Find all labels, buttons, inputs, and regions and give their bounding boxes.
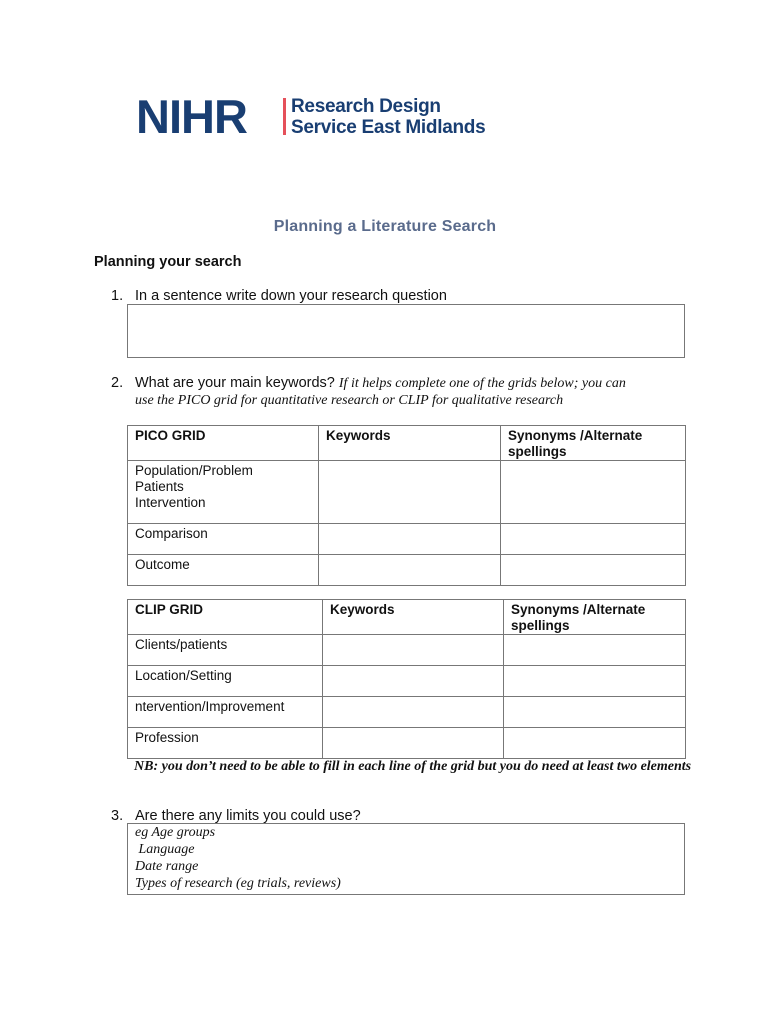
table-row bbox=[128, 555, 686, 586]
question-1-number: 1. bbox=[111, 288, 124, 304]
pico-row-label: Comparison bbox=[128, 524, 319, 555]
limit-example: Language bbox=[135, 842, 195, 857]
logo-mark: NIHR bbox=[136, 90, 247, 143]
logo-divider bbox=[283, 98, 286, 135]
clip-synonyms-cell[interactable] bbox=[504, 635, 686, 666]
question-1-text: In a sentence write down your research question bbox=[135, 288, 447, 304]
logo-line-1: Research Design bbox=[291, 96, 441, 117]
pico-header-synonyms: Synonyms /Alternate spellings bbox=[501, 426, 686, 461]
limits-field[interactable] bbox=[127, 823, 685, 895]
pico-header-grid: PICO GRID bbox=[128, 426, 319, 461]
logo-subtitle bbox=[291, 96, 485, 138]
question-2-hint-line-2: use the PICO grid for quantitative research or CLIP for qualitative research bbox=[135, 393, 564, 408]
question-3-text: Are there any limits you could use? bbox=[135, 808, 361, 824]
question-2-text: What are your main keywords? bbox=[135, 375, 335, 391]
question-1 bbox=[111, 288, 447, 304]
limit-example: eg Age groups bbox=[135, 825, 216, 840]
question-3 bbox=[111, 808, 361, 824]
pico-synonyms-cell[interactable] bbox=[501, 461, 686, 524]
pico-synonyms-cell[interactable] bbox=[501, 555, 686, 586]
page-title: Planning a Literature Search bbox=[273, 218, 497, 235]
table-row bbox=[128, 635, 686, 666]
pico-row-label: Outcome bbox=[128, 555, 319, 586]
clip-header-keywords: Keywords bbox=[323, 600, 504, 635]
clip-keywords-cell[interactable] bbox=[323, 728, 504, 759]
question-3-number: 3. bbox=[111, 808, 124, 824]
clip-keywords-cell[interactable] bbox=[323, 635, 504, 666]
question-2-hint-line-1: If it helps complete one of the grids below; you can bbox=[338, 376, 626, 391]
table-row bbox=[128, 524, 686, 555]
clip-header-synonyms: Synonyms /Alternate spellings bbox=[504, 600, 686, 635]
clip-synonyms-cell[interactable] bbox=[504, 697, 686, 728]
table-row bbox=[128, 666, 686, 697]
clip-grid bbox=[127, 599, 686, 759]
pico-grid bbox=[127, 425, 686, 586]
clip-row-label: ntervention/Improvement bbox=[128, 697, 323, 728]
limit-example: Types of research (eg trials, reviews) bbox=[135, 876, 341, 891]
table-row bbox=[128, 697, 686, 728]
table-row bbox=[128, 728, 686, 759]
research-question-field[interactable] bbox=[127, 304, 685, 358]
clip-keywords-cell[interactable] bbox=[323, 666, 504, 697]
question-2 bbox=[111, 375, 626, 392]
clip-keywords-cell[interactable] bbox=[323, 697, 504, 728]
question-2-number: 2. bbox=[111, 375, 124, 391]
pico-header-keywords: Keywords bbox=[319, 426, 501, 461]
clip-row-label: Profession bbox=[128, 728, 323, 759]
pico-synonyms-cell[interactable] bbox=[501, 524, 686, 555]
clip-row-label: Location/Setting bbox=[128, 666, 323, 697]
clip-header-row bbox=[128, 600, 686, 635]
pico-keywords-cell[interactable] bbox=[319, 461, 501, 524]
section-heading: Planning your search bbox=[94, 254, 242, 270]
clip-row-label: Clients/patients bbox=[128, 635, 323, 666]
logo-line-2: Service East Midlands bbox=[291, 117, 486, 138]
grid-note: NB: you don’t need to be able to fill in each line of the grid but you do need at least two elements bbox=[134, 759, 692, 774]
clip-header-grid: CLIP GRID bbox=[128, 600, 323, 635]
pico-keywords-cell[interactable] bbox=[319, 524, 501, 555]
pico-header-row bbox=[128, 426, 686, 461]
clip-synonyms-cell[interactable] bbox=[504, 728, 686, 759]
table-row bbox=[128, 461, 686, 524]
limit-example: Date range bbox=[135, 859, 199, 874]
pico-keywords-cell[interactable] bbox=[319, 555, 501, 586]
clip-synonyms-cell[interactable] bbox=[504, 666, 686, 697]
pico-row-label: Population/Problem Patients Intervention bbox=[128, 461, 319, 524]
